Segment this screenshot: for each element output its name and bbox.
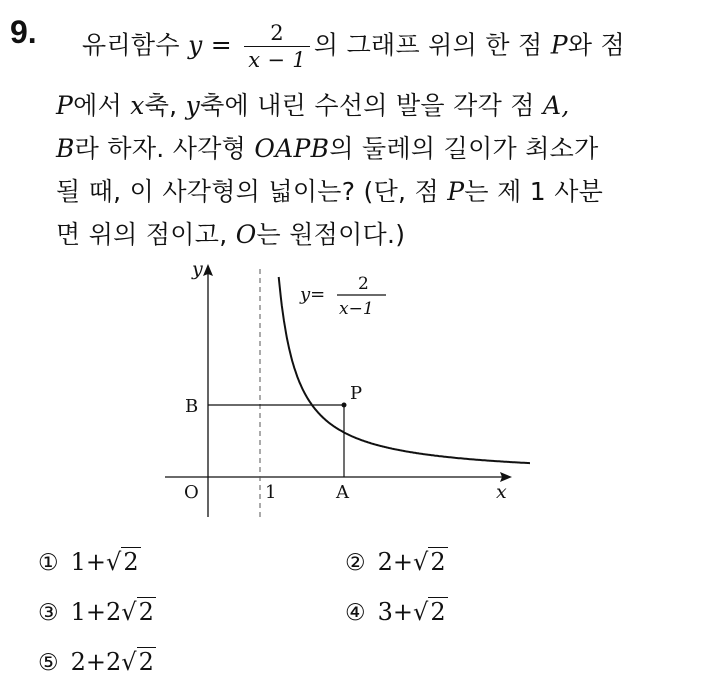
text: 유리함수 [82, 30, 180, 60]
point-label: A, [542, 91, 570, 120]
sqrt: √2 [121, 648, 154, 676]
fraction [244, 20, 310, 73]
choice-3[interactable] [38, 598, 156, 626]
text: 면 위의 점이고, [56, 220, 228, 249]
tick-one-label: 1 [265, 482, 277, 503]
text: 축, [144, 91, 178, 120]
question-number: 9. [10, 14, 37, 50]
choice-value: 2+ [377, 548, 414, 576]
radicand: 2 [430, 548, 446, 576]
text: 는 원점이다.) [256, 220, 406, 249]
question-line-4 [56, 172, 603, 208]
choice-4[interactable] [345, 598, 448, 626]
text: 와 점 [567, 30, 626, 60]
fraction-denominator: x − 1 [244, 46, 310, 73]
choice-value: 1+2 [70, 598, 122, 626]
fraction-numerator: 2 [270, 21, 284, 45]
point-label: P [447, 177, 465, 206]
choice-value: 3+ [377, 598, 414, 626]
question-line-1 [82, 20, 625, 73]
axis-var: y [185, 91, 201, 120]
sqrt: √2 [121, 598, 154, 626]
y-axis-label: y [192, 258, 203, 280]
point-p-label: P [350, 383, 363, 404]
question-line-5 [56, 215, 405, 251]
function-graph [160, 255, 530, 530]
point-label: P [56, 91, 74, 120]
choice-5[interactable] [38, 648, 156, 676]
text: 는 제 1 사분 [464, 177, 604, 206]
sqrt: √2 [413, 548, 446, 576]
text: 에서 [73, 91, 123, 120]
sqrt: √2 [106, 548, 139, 576]
question-line-2 [56, 86, 570, 122]
sqrt: √2 [413, 598, 446, 626]
choice-mark: ① [38, 550, 59, 576]
choice-value: 1+ [70, 548, 107, 576]
equation-lhs: y = [188, 30, 232, 60]
text: 의 그래프 위의 한 점 [313, 30, 543, 60]
point-label: O [235, 220, 257, 249]
choice-2[interactable] [345, 548, 448, 576]
curve-equation-denominator: x−1 [339, 299, 374, 319]
point-a-label: A [336, 482, 349, 503]
choice-1[interactable] [38, 548, 141, 576]
quadrilateral-name: OAPB [254, 134, 330, 163]
radicand: 2 [138, 648, 154, 676]
choice-value: 2+2 [70, 648, 122, 676]
point-p-dot [342, 403, 347, 408]
radicand: 2 [138, 598, 154, 626]
axis-var: x [130, 91, 145, 120]
origin-label: O [184, 482, 199, 503]
choice-mark: ② [345, 550, 366, 576]
choice-mark: ③ [38, 600, 59, 626]
text: 될 때, 이 사각형의 넓이는? (단, 점 [56, 177, 439, 206]
point-b-label: B [185, 396, 199, 417]
curve-equation-numerator: 2 [358, 274, 369, 294]
radicand: 2 [430, 598, 446, 626]
text: 축에 내린 수선의 발을 각각 점 [200, 91, 535, 120]
text: 의 둘레의 길이가 최소가 [329, 134, 599, 163]
choice-mark: ⑤ [38, 650, 59, 676]
curve-equation-lhs: y= [300, 284, 326, 305]
question-line-3 [56, 129, 599, 165]
point-label: B [56, 134, 75, 163]
radicand: 2 [123, 548, 139, 576]
text: 라 하자. 사각형 [74, 134, 247, 163]
x-axis-label: x [496, 481, 507, 503]
point-label: P [550, 30, 568, 60]
choice-mark: ④ [345, 600, 366, 626]
